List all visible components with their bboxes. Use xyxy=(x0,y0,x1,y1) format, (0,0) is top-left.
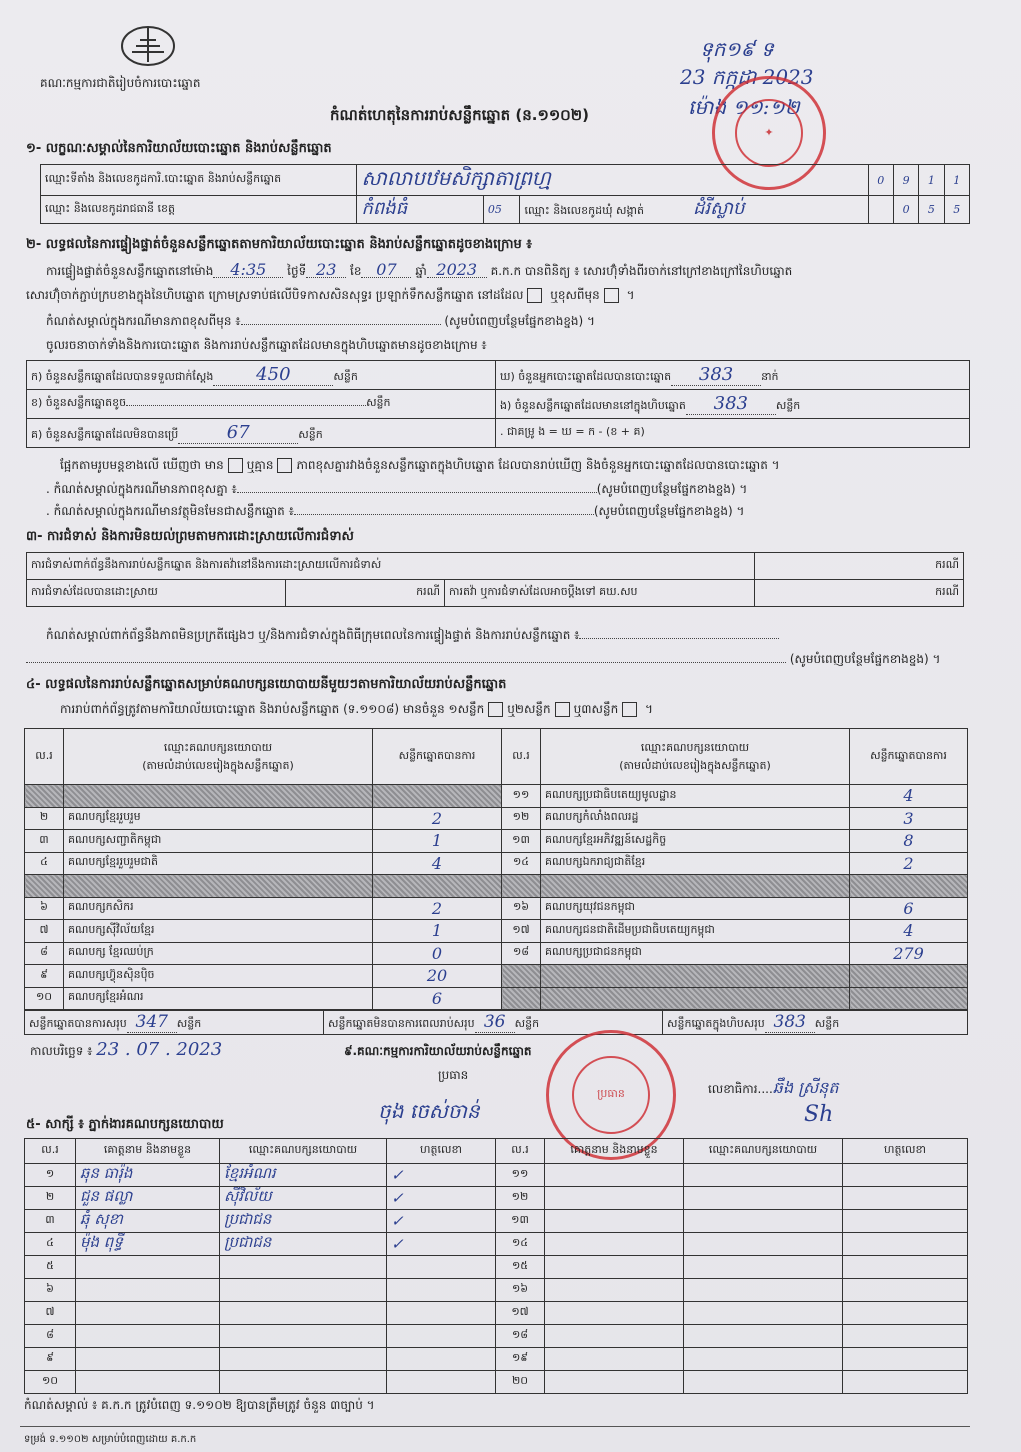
party-name: គណបក្សខ្មែរអភិវឌ្ឍន៍សេដ្ឋកិច្ច xyxy=(541,830,850,853)
witness-number: ៥ xyxy=(25,1256,76,1279)
form-code: ទម្រង់ ទ.១១០២ សម្រាប់បំពេញដោយ គ.ក.ក xyxy=(24,1434,197,1445)
secretary-signature: Sh xyxy=(804,1102,834,1127)
witness-party xyxy=(684,1187,843,1210)
foreign-object-note: . កំណត់សម្គាល់ក្នុងករណីមានវត្ថុមិនមែនជាសន្លឹកឆ្នោត ៖ (សូមបំពេញបន្ថែមផ្នែកខាងខ្នង) ។ xyxy=(46,504,745,518)
party-name: គណបក្សយុវជនកម្ពុជា xyxy=(541,897,850,920)
witness-party xyxy=(684,1371,843,1394)
col-no-left: ល.រ xyxy=(25,729,64,785)
party-name: គណបក្សខ្មែរអំណរ xyxy=(64,987,373,1010)
witness-name xyxy=(545,1164,684,1187)
witness-row xyxy=(25,1233,968,1256)
complaints-label: ការជំទាស់ពាក់ព័ន្ធនឹងការរាប់សន្លឹកឆ្នោត និងការតវ៉ានៅនឹងការដោះស្រាយលើការជំទាស់ xyxy=(27,553,755,580)
witness-party: ខ្មែរអំណរ xyxy=(220,1164,387,1187)
party-row xyxy=(25,807,968,830)
party-row xyxy=(25,987,968,1010)
w-col-name-right: គោត្តនាម និងនាមខ្លួន xyxy=(545,1139,684,1164)
location-code-1: 0 xyxy=(868,165,893,196)
witness-number: ១០ xyxy=(25,1371,76,1394)
party-name: គណបក្សស៊ីវិល័យខ្មែរ xyxy=(64,920,373,943)
w-col-no-left: ល.រ xyxy=(25,1139,76,1164)
party-row xyxy=(25,965,968,988)
province-code: 05 xyxy=(483,196,520,224)
witness-name: ជួន ផល្លា xyxy=(76,1187,220,1210)
party-votes: 1 xyxy=(373,920,502,943)
witness-name xyxy=(545,1348,684,1371)
witness-party: ប្រជាជន xyxy=(220,1210,387,1233)
party-votes: 3 xyxy=(850,807,968,830)
resolved-label: ការជំទាស់ដែលបានដោះស្រាយ xyxy=(27,580,286,607)
witness-party xyxy=(220,1371,387,1394)
witness-number: ១៣ xyxy=(496,1210,545,1233)
commune-code-2: 5 xyxy=(919,196,944,224)
party-votes: 279 xyxy=(850,942,968,965)
section2-heading: ២- លទ្ធផលនៃការផ្ទៀងផ្ទាត់ចំនួនសន្លឹកឆ្នោតតាមការិយាល័យបោះឆ្នោត និងរាប់សន្លឹកឆ្នោតដូចខាងក្រោម ៖ xyxy=(26,237,532,252)
total-in-box: សន្លឹកឆ្នោតក្នុងហិបសរុប 383 សន្លឹក xyxy=(663,1011,968,1035)
party-votes: 6 xyxy=(850,897,968,920)
party-name: គណបក្សប្រជាធិបតេយ្យមូលដ្ឋាន xyxy=(541,785,850,808)
col-party-right: ឈ្មោះគណបក្សនយោបាយ (តាមលំដាប់លេខរៀងក្នុងសន្លឹកឆ្នោត) xyxy=(541,729,850,785)
party-votes xyxy=(373,875,502,898)
party-name: គណបក្សខ្មែររួបរួមជាតិ xyxy=(64,852,373,875)
col-party-left: ឈ្មោះគណបក្សនយោបាយ (តាមលំដាប់លេខរៀងក្នុងសន្លឹកឆ្នោត) xyxy=(64,729,373,785)
witness-signature xyxy=(843,1279,968,1302)
party-name: គណបក្សកសិករ xyxy=(64,897,373,920)
witness-row xyxy=(25,1164,968,1187)
witness-party xyxy=(684,1210,843,1233)
official-stamp-committee: ប្រធាន xyxy=(546,1030,676,1160)
witness-signature xyxy=(387,1348,496,1371)
diff-note: កំណត់សម្គាល់ក្នុងករណីមានភាពខុសពីមុន ៖ (សូមបំពេញបន្ថែមផ្នែកខាងខ្នង) ។ xyxy=(46,314,595,328)
witness-name xyxy=(76,1302,220,1325)
party-votes: 2 xyxy=(373,807,502,830)
party-row xyxy=(25,942,968,965)
party-votes: 6 xyxy=(373,987,502,1010)
witness-number: ២០ xyxy=(496,1371,545,1394)
discrepancy-line: ផ្អែកតាមរូបមន្តខាងលើ ឃើញថា មាន ឬគ្មាន ភាពខុសគ្នារវាងចំនួនសន្លឹកឆ្នោតក្នុងហិបឆ្នោត ដែលបានរាប់ឃើញ និងចំនួនអ្នកបោះឆ្នោតដែលបានបោះឆ្នោត ។ xyxy=(60,458,780,472)
chair-label: ប្រធាន xyxy=(438,1068,469,1082)
org-name: គណៈកម្មការជាតិរៀបចំការបោះឆ្នោត xyxy=(40,76,201,90)
witness-name xyxy=(545,1279,684,1302)
witness-number: ៣ xyxy=(25,1210,76,1233)
witness-party xyxy=(684,1256,843,1279)
handwritten-time: ម៉ោង ១១:១២ xyxy=(688,95,800,119)
witness-row xyxy=(25,1371,968,1394)
party-number: ១៣ xyxy=(502,830,541,853)
party-number: ១១ xyxy=(502,785,541,808)
col-votes-left: សន្លឹកឆ្នោតបានការ xyxy=(373,729,502,785)
party-votes: 4 xyxy=(850,785,968,808)
party-number: ៦ xyxy=(25,897,64,920)
witness-party xyxy=(684,1279,843,1302)
commune-code-1: 0 xyxy=(893,196,918,224)
col-no-right: ល.រ xyxy=(502,729,541,785)
section4-heading: ៤- លទ្ធផលនៃការរាប់សន្លឹកឆ្នោតសម្រាប់គណបក្សនយោបាយនីមួយៗតាមការិយាល័យរាប់សន្លឹកឆ្នោត xyxy=(26,677,507,692)
party-votes-table xyxy=(24,728,968,1010)
witness-signature xyxy=(387,1256,496,1279)
witness-signature xyxy=(843,1187,968,1210)
party-name xyxy=(541,875,850,898)
witness-signature xyxy=(843,1302,968,1325)
witness-name: ម៉ុង ពុទ្ធី xyxy=(76,1233,220,1256)
party-number: ១០ xyxy=(25,987,64,1010)
witness-signature xyxy=(843,1164,968,1187)
witness-table xyxy=(24,1138,968,1394)
party-number xyxy=(502,965,541,988)
irregularity-note: កំណត់សម្គាល់ពាក់ព័ន្ធនឹងភាពមិនប្រក្រតីផ្សេងៗ ឬ/និងការជំទាស់ក្នុងពិធីក្រុមពេលនៃការផ្ទៀងផ្ទាត់ និងការរាប់សន្លឹកឆ្នោត ៖ xyxy=(46,628,779,643)
witness-signature xyxy=(843,1348,968,1371)
province-label: ឈ្មោះ និងលេខកូដរាជធានី ខេត្ត xyxy=(41,196,357,224)
witness-row xyxy=(25,1348,968,1371)
witness-number: ១៧ xyxy=(496,1302,545,1325)
witness-party: ស៊ីវិល័យ xyxy=(220,1187,387,1210)
party-name xyxy=(541,987,850,1010)
witness-name xyxy=(545,1302,684,1325)
party-name: គណបក្សប្រជាជនកម្ពុជា xyxy=(541,942,850,965)
party-votes: 2 xyxy=(850,852,968,875)
has-diff-checkbox[interactable] xyxy=(228,458,243,473)
party-number xyxy=(502,987,541,1010)
party-votes: 2 xyxy=(373,897,502,920)
ballot-count-table xyxy=(26,360,970,448)
witness-party xyxy=(220,1348,387,1371)
unused-row: គ) ចំនួនសន្លឹកឆ្នោតដែលមិនបានប្រើ 67 សន្លឹក xyxy=(27,419,496,448)
witness-signature xyxy=(843,1210,968,1233)
witness-party xyxy=(220,1325,387,1348)
royal-emblem-icon xyxy=(118,22,178,68)
party-name: គណបក្សជនជាតិដើមប្រជាធិបតេយ្យកម្ពុជា xyxy=(541,920,850,943)
witness-name xyxy=(76,1325,220,1348)
witness-signature xyxy=(387,1302,496,1325)
party-row xyxy=(25,852,968,875)
w-col-party-right: ឈ្មោះគណបក្សនយោបាយ xyxy=(684,1139,843,1164)
party-name: គណបក្សកំលាំងពលរដ្ឋ xyxy=(541,807,850,830)
party-number: ១៦ xyxy=(502,897,541,920)
witness-party: ប្រជាជន xyxy=(220,1233,387,1256)
witness-signature xyxy=(387,1325,496,1348)
witness-number: ៨ xyxy=(25,1325,76,1348)
witness-name xyxy=(545,1256,684,1279)
witness-row xyxy=(25,1302,968,1325)
witness-number: ២ xyxy=(25,1187,76,1210)
totals-table xyxy=(24,1010,968,1035)
complaints-unit: ករណី xyxy=(755,553,964,580)
party-number: ៧ xyxy=(25,920,64,943)
party-number xyxy=(25,785,64,808)
party-votes xyxy=(850,965,968,988)
province-value: កំពង់ធំ xyxy=(357,196,483,224)
party-row xyxy=(25,897,968,920)
witness-row xyxy=(25,1325,968,1348)
party-number: ៩ xyxy=(25,965,64,988)
party-name xyxy=(64,785,373,808)
handwritten-note-1: ទុក១៩ ទ xyxy=(700,37,774,61)
party-number: ១៧ xyxy=(502,920,541,943)
witness-signature: ✓ xyxy=(387,1210,496,1233)
irregularity-note-2: (សូមបំពេញបន្ថែមផ្នែកខាងខ្នង) ។ xyxy=(26,652,940,667)
witness-name xyxy=(76,1371,220,1394)
spoiled-row: ខ) ចំនួនសន្លឹកឆ្នោតខូច សន្លឹក xyxy=(27,390,496,419)
witness-number: ៤ xyxy=(25,1233,76,1256)
date-line: កាលបរិច្ឆេទ ៖ 23 . 07 . 2023 xyxy=(30,1039,223,1060)
party-votes: 20 xyxy=(373,965,502,988)
witness-name xyxy=(545,1210,684,1233)
witness-signature: ✓ xyxy=(387,1164,496,1187)
w-col-party-left: ឈ្មោះគណបក្សនយោបាយ xyxy=(220,1139,387,1164)
official-stamp-top: ✦ xyxy=(712,76,826,190)
committee-label: ៩.គណៈកម្មការការិយាល័យរាប់សន្លឹកឆ្នោត xyxy=(344,1044,532,1058)
party-row xyxy=(25,920,968,943)
party-number: ១៨ xyxy=(502,942,541,965)
w-col-name-left: គោត្តនាម និងនាមខ្លួន xyxy=(76,1139,220,1164)
verify-line: ការផ្ទៀងផ្ទាត់ចំនួនសន្លឹកឆ្នោតនៅម៉ោង 4:35 ថ្ងៃទី 23 ខែ 07 ឆ្នាំ 2023 គ.ក.ក បានពិនិត្យ ៖ សោរហ៊ុំទាំងពីរចាក់នៅក្រៅខាងក្រៅនៃហិបឆ្នោត xyxy=(46,260,793,279)
party-votes: 4 xyxy=(850,920,968,943)
in-box-row: ង) ចំនួនសន្លឹកឆ្នោតដែលមាននៅក្នុងហិបឆ្នោត 383 សន្លឹក xyxy=(496,390,970,419)
witness-name xyxy=(76,1279,220,1302)
party-votes xyxy=(373,785,502,808)
party-number: ៨ xyxy=(25,942,64,965)
witness-signature xyxy=(843,1325,968,1348)
party-votes xyxy=(850,987,968,1010)
chair-signature: ចុង ចេស់ចាន់ xyxy=(378,1099,480,1123)
three-sheet-checkbox[interactable] xyxy=(622,702,637,717)
w-col-sig-left: ហត្ថលេខា xyxy=(387,1139,496,1164)
section3-heading: ៣- ការជំទាស់ និងការមិនយល់ព្រមតាមការដោះស្រាយលើការជំទាស់ xyxy=(26,529,354,544)
party-row xyxy=(25,875,968,898)
witness-row xyxy=(25,1210,968,1233)
party-votes: 0 xyxy=(373,942,502,965)
commune-cell: ឈ្មោះ និងលេខកូដឃុំ សង្កាត់ ដំរីស្លាប់ xyxy=(520,196,868,224)
location-value: សាលាបឋមសិក្សាតាព្រហ្ម xyxy=(357,165,868,196)
party-number: ៤ xyxy=(25,852,64,875)
witness-number: ៦ xyxy=(25,1279,76,1302)
one-sheet-checkbox[interactable] xyxy=(488,702,503,717)
intro-line: ចូលរចនាចាក់ទាំងនិងការបោះឆ្នោត និងការរាប់សន្លឹកឆ្នោតដែលមានក្នុងហិបឆ្នោតមានដូចខាងក្រោម ៖ xyxy=(46,338,487,352)
witness-party xyxy=(220,1256,387,1279)
party-votes: 4 xyxy=(373,852,502,875)
party-number xyxy=(25,875,64,898)
received-row: ក) ចំនួនសន្លឹកឆ្នោតដែលបានទទួលជាក់ស្ដែង 450 សន្លឹក xyxy=(27,361,496,390)
location-code-4: 1 xyxy=(944,165,969,196)
sheet-count-line: ការរាប់ពាក់ព័ន្ធត្រូវតាមការិយាល័យបោះឆ្នោត និងរាប់សន្លឹកឆ្នោត (ទ.១១០៨) មានចំនួន ១សន្លឹក ឬ២សន្លឹក ឬ៣សន្លឹក ។ xyxy=(60,702,653,716)
party-row xyxy=(25,785,968,808)
witness-signature xyxy=(387,1371,496,1394)
secretary-line: លេខាធិការ....ឆឹង ស្រីនុត xyxy=(708,1078,839,1097)
witness-signature: ✓ xyxy=(387,1187,496,1210)
witness-number: ១៥ xyxy=(496,1256,545,1279)
resolved-unit: ករណី xyxy=(286,580,445,607)
form-title: កំណត់ហេតុនៃការរាប់សន្លឹកឆ្នោត (ន.១១០២) xyxy=(330,106,590,124)
witness-signature xyxy=(387,1279,496,1302)
total-invalid: សន្លឹកឆ្នោតមិនបានការពេលរាប់សរុប 36 សន្លឹក xyxy=(324,1011,663,1035)
col-votes-right: សន្លឹកឆ្នោតបានការ xyxy=(850,729,968,785)
party-name: គណបក្ស ខ្មែរឈប់ក្រ xyxy=(64,942,373,965)
witness-party xyxy=(684,1164,843,1187)
witness-name xyxy=(545,1371,684,1394)
witness-number: ១៨ xyxy=(496,1325,545,1348)
witness-row xyxy=(25,1279,968,1302)
witness-party xyxy=(220,1279,387,1302)
witness-number: ១១ xyxy=(496,1164,545,1187)
two-sheet-checkbox[interactable] xyxy=(555,702,570,717)
appeal-label: ការតវ៉ា ឬការជំទាស់ដែលអាចប្ដឹងទៅ គឃ.សប xyxy=(445,580,755,607)
witness-name xyxy=(545,1233,684,1256)
voted-row: ឃ) ចំនួនអ្នកបោះឆ្នោតដែលបានបោះឆ្នោត 383 នាក់ xyxy=(496,361,970,390)
discrepancy-note: . កំណត់សម្គាល់ក្នុងករណីមានភាពខុសគ្នា ៖ (សូមបំពេញបន្ថែមផ្នែកខាងខ្នង) ។ xyxy=(46,482,748,496)
location-label: ឈ្មោះទីតាំង និងលេខកូដការិ.បោះឆ្នោត និងរាប់សន្លឹកឆ្នោត xyxy=(41,165,357,196)
witness-number: ៧ xyxy=(25,1302,76,1325)
appeal-unit: ករណី xyxy=(755,580,964,607)
witness-name: ឆុំ សុខា xyxy=(76,1210,220,1233)
w-col-sig-right: ហត្ថលេខា xyxy=(843,1139,968,1164)
witness-name xyxy=(76,1348,220,1371)
location-code-2: 9 xyxy=(893,165,918,196)
handwritten-date: 23 កក្កដា 2023 xyxy=(680,65,814,89)
witness-party xyxy=(220,1302,387,1325)
witness-name: ឆុន ធារ៉ុង xyxy=(76,1164,220,1187)
witness-name xyxy=(545,1187,684,1210)
witness-party xyxy=(684,1348,843,1371)
complaints-table xyxy=(26,552,964,607)
w-col-no-right: ល.រ xyxy=(496,1139,545,1164)
commune-code-3: 5 xyxy=(944,196,969,224)
witness-number: ១៤ xyxy=(496,1233,545,1256)
witness-number: ១២ xyxy=(496,1187,545,1210)
location-code-3: 1 xyxy=(919,165,944,196)
party-name: គណបក្សសញ្ជាតិកម្ពុជា xyxy=(64,830,373,853)
witness-number: ១៦ xyxy=(496,1279,545,1302)
witness-number: ៩ xyxy=(25,1348,76,1371)
party-votes: 8 xyxy=(850,830,968,853)
party-name: គណបក្សឯករាជ្យជាតិខ្មែរ xyxy=(541,852,850,875)
witness-number: ១ xyxy=(25,1164,76,1187)
witness-row xyxy=(25,1256,968,1279)
party-number: ៣ xyxy=(25,830,64,853)
witness-row xyxy=(25,1187,968,1210)
seal-line: សោរហ៊ុំចាក់ភ្ជាប់ក្របខាងក្នុងនៃហិបឆ្នោត ក្រោមស្រទាប់ផលើបិទកាសសិនសុទ្ធរ ប្រឡាក់ទឹកសន្លឹកឆ្នោត នៅដដែល ឬខុសពីមុន ។ xyxy=(26,288,635,302)
witness-signature xyxy=(843,1371,968,1394)
party-votes: 1 xyxy=(373,830,502,853)
different-checkbox[interactable] xyxy=(604,288,619,303)
section5-heading: ៥- សាក្សី ៖ ភ្នាក់ងារគណបក្សនយោបាយ xyxy=(26,1117,224,1132)
no-diff-checkbox[interactable] xyxy=(277,458,292,473)
party-name xyxy=(64,875,373,898)
witness-name xyxy=(76,1256,220,1279)
witness-party xyxy=(684,1302,843,1325)
section1-table xyxy=(40,164,970,224)
witness-party xyxy=(684,1233,843,1256)
witness-party xyxy=(684,1325,843,1348)
footer-note: កំណត់សម្គាល់ ៖ គ.ក.ក ត្រូវបំពេញ ទ.១១០២ ឱ្យបានត្រឹមត្រូវ ចំនួន ៣ច្បាប់ ។ xyxy=(24,1398,375,1412)
party-row xyxy=(25,830,968,853)
witness-name xyxy=(545,1325,684,1348)
witness-signature xyxy=(843,1233,968,1256)
party-name xyxy=(541,965,850,988)
formula: . ជាគម្រូ ង = ឃ = ក - (ខ + គ) xyxy=(496,419,970,448)
party-name: គណបក្សហ៊្វុនស៊ិនប៉ិច xyxy=(64,965,373,988)
party-number: ១៤ xyxy=(502,852,541,875)
party-votes xyxy=(850,875,968,898)
witness-number: ១៩ xyxy=(496,1348,545,1371)
party-number: ២ xyxy=(25,807,64,830)
witness-signature: ✓ xyxy=(387,1233,496,1256)
party-number: ១២ xyxy=(502,807,541,830)
witness-signature xyxy=(843,1256,968,1279)
total-valid: សន្លឹកឆ្នោតបានការសរុប 347 សន្លឹក xyxy=(25,1011,324,1035)
section1-heading: ១- លក្ខណៈសម្គាល់នៃការិយាល័យបោះឆ្នោត និងរាប់សន្លឹកឆ្នោត xyxy=(26,141,332,156)
party-name: គណបក្សខ្មែររួបរួម xyxy=(64,807,373,830)
party-number xyxy=(502,875,541,898)
same-checkbox[interactable] xyxy=(527,288,542,303)
